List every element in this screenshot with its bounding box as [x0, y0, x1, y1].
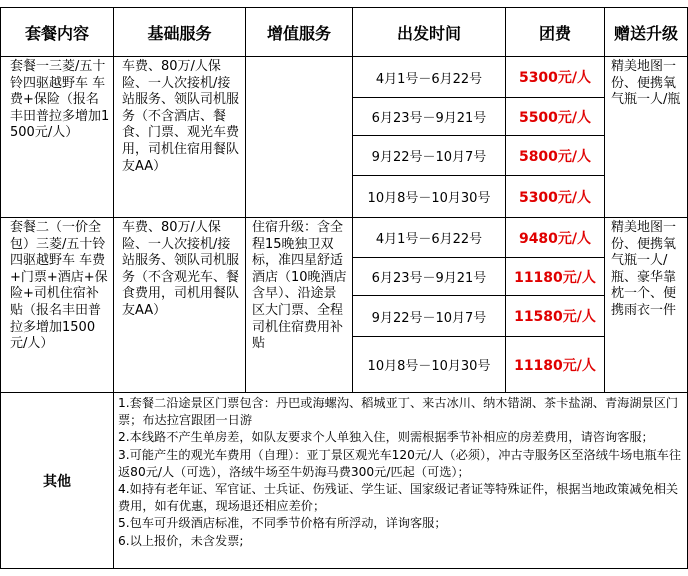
- package-2-basic-service: 车费、80万/人保险、一人次接机/接站服务、领队司机服务（不含观光车、餐食费用，司机用餐队友AA）: [122, 220, 240, 318]
- package-2-date-2: 6月23号－9月21号: [371, 271, 487, 286]
- note-item: 4.如持有老年证、军官证、士兵证、伤残证、学生证、国家级记者证等特殊证件，根据当地政策减免相关费用，如有优惠，现场退还相应差价；: [118, 482, 679, 514]
- other-notes: [114, 395, 687, 567]
- header-package: 套餐内容: [24, 23, 89, 43]
- note-item: 1.套餐二沿途景区门票包含：丹巴或海螺沟、稻城亚丁、来古冰川、纳木错湖、茶卡盐湖、青海湖景区门票；布达拉宫跟团一日游: [118, 396, 679, 428]
- package-2-addon-service: 住宿升级：含全程15晚独卫双标，准四星舒适酒店（10晚酒店含早）、沿途景区大门票、全程司机住宿费用补贴: [252, 220, 347, 352]
- package-1-price-2: 5500元/人: [518, 109, 592, 126]
- package-1-date-3: 9月22号－10月7号: [371, 150, 487, 165]
- package-2-price-1: 9480元/人: [518, 230, 592, 247]
- package-2-content: 套餐二（一价全包）三菱/五十铃四驱越野车 车费+门票+酒店+保险+司机住宿补贴（报名丰田普拉多增加1500元/人）: [10, 220, 108, 352]
- header-price: 团费: [538, 23, 571, 43]
- note-item: 3.可能产生的观光车费用（自理）：亚丁景区观光车120元/人（必须），冲古寺服务区至洛绒牛场电瓶车往返80元/人（可选），洛绒牛场至牛奶海马费300元/匹起（可选）；: [118, 447, 682, 479]
- package-2-date-3: 9月22号－10月7号: [371, 310, 487, 326]
- package-2-price-2: 11180元/人: [514, 269, 596, 286]
- header-gift: 赠送升级: [613, 23, 678, 43]
- note-item: 2.本线路不产生单房差，如队友要求个人单独入住，则需根据季节补相应的房差费用，请咨询客服；: [118, 430, 654, 445]
- package-2-gift: 精美地图一份、便携氧气瓶一人/瓶、豪华靠枕一个、便携雨衣一件: [611, 220, 677, 318]
- package-1-price-3: 5800元/人: [518, 148, 592, 165]
- package-2-date-4: 10月8号－10月30号: [367, 359, 491, 374]
- package-1-price-1: 5300元/人: [518, 70, 592, 86]
- other-label: 其他: [43, 473, 71, 490]
- note-item: 6.以上报价，未含发票;: [118, 533, 244, 548]
- package-1-price-4: 5300元/人: [518, 189, 592, 206]
- header-basic-service: 基础服务: [147, 23, 212, 43]
- package-2-date-1: 4月1号－6月22号: [375, 232, 483, 247]
- note-item: 5.包车可升级酒店标准，不同季节价格有所浮动，详询客服；: [118, 516, 447, 531]
- package-1-content: 套餐一三菱/五十铃四驱越野车 车费+保险（报名丰田普拉多增加1500元/人）: [10, 59, 110, 141]
- package-1-addon-service: [249, 59, 352, 217]
- package-1-date-2: 6月23号－9月21号: [371, 111, 487, 126]
- package-1-basic-service: 车费、80万/人保险、一人次接机/接站服务、领队司机服务（不含酒店、餐食、门票、观光车费用，司机住宿用餐队友AA）: [122, 59, 240, 174]
- package-2-price-4: 11180元/人: [514, 357, 596, 374]
- package-1-date-4: 10月8号－10月30号: [367, 191, 491, 206]
- header-departure-time: 出发时间: [396, 23, 461, 43]
- package-2-price-3: 11580元/人: [514, 309, 596, 325]
- package-1-date-1: 4月1号－6月22号: [375, 71, 483, 87]
- header-addon-service: 增值服务: [266, 23, 331, 43]
- package-1-gift: 精美地图一份、便携氧气瓶一人/瓶: [611, 59, 681, 108]
